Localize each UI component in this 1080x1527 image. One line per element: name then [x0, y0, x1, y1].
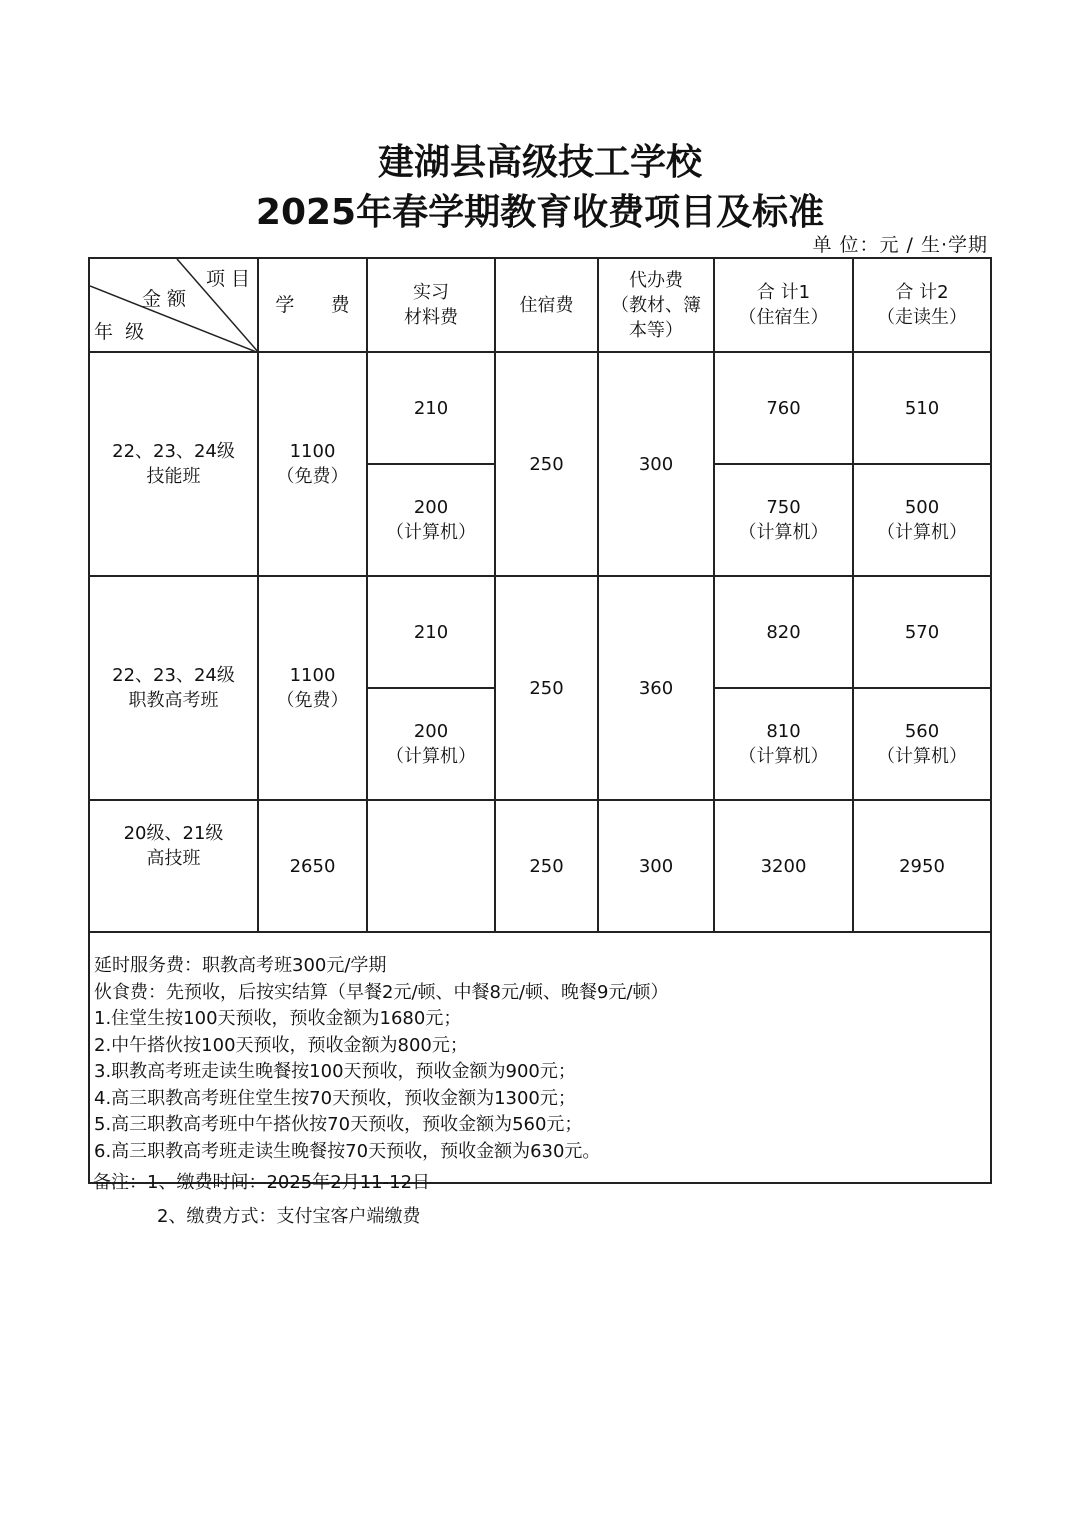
- document-title: 2025年春学期教育收费项目及标准: [255, 192, 825, 233]
- tuition-cell: 1100 （免费）: [258, 352, 367, 576]
- total2-cell: 500 （计算机）: [853, 464, 991, 576]
- unit-label: 单 位：元 / 生·学期: [812, 234, 988, 256]
- total1-cell: 820: [714, 576, 853, 688]
- corner-header: [89, 258, 258, 352]
- header-total1: 合 计1 （住宿生）: [714, 258, 853, 352]
- dorm-cell: 250: [495, 576, 598, 800]
- note-line: 2.中午搭伙按100天预收，预收金额为800元；: [94, 1034, 468, 1056]
- tuition-cell: 2650: [258, 800, 367, 932]
- header-agent: 代办费 （教材、簿 本等）: [598, 258, 714, 352]
- total2-cell: 570: [853, 576, 991, 688]
- school-title: 建湖县高级技工学校: [377, 142, 702, 183]
- corner-grade-label: 年 级: [94, 321, 145, 343]
- material-cell: 210: [367, 576, 495, 688]
- table-row: [89, 352, 991, 464]
- header-material: 实习 材料费: [367, 258, 495, 352]
- material-cell: 210: [367, 352, 495, 464]
- total1-cell: 810 （计算机）: [714, 688, 853, 800]
- fee-table: [88, 257, 992, 1184]
- agent-cell: 360: [598, 576, 714, 800]
- note-line: 4.高三职教高考班住堂生按70天预收，预收金额为1300元；: [94, 1087, 576, 1109]
- table-row: [89, 576, 991, 688]
- total1-cell: 750 （计算机）: [714, 464, 853, 576]
- material-cell: 200 （计算机）: [367, 464, 495, 576]
- note-line: 5.高三职教高考班中午搭伙按70天预收，预收金额为560元；: [94, 1114, 583, 1135]
- corner-item-label: 项 目: [206, 268, 251, 290]
- remark-line: 2、缴费方式：支付宝客户端缴费: [157, 1206, 421, 1227]
- dorm-cell: 250: [495, 352, 598, 576]
- header-dorm: 住宿费: [495, 258, 598, 352]
- dorm-cell: 250: [495, 800, 598, 932]
- note-line: 延时服务费：职教高考班300元/学期: [94, 955, 387, 976]
- grade-cell: 22、23、24级 技能班: [89, 352, 258, 576]
- header-total2: 合 计2 （走读生）: [853, 258, 991, 352]
- header-row: [89, 258, 991, 352]
- agent-cell: 300: [598, 800, 714, 932]
- note-line: 3.职教高考班走读生晚餐按100天预收，预收金额为900元；: [94, 1061, 576, 1082]
- note-line: 6.高三职教高考班走读生晚餐按70天预收，预收金额为630元。: [94, 1140, 601, 1162]
- notes-row: [89, 932, 991, 1183]
- remarks: [93, 1166, 430, 1234]
- total2-cell: 510: [853, 352, 991, 464]
- table-row: [89, 800, 991, 932]
- total1-cell: 760: [714, 352, 853, 464]
- note-line: 伙食费：先预收，后按实结算（早餐2元/顿、中餐8元/顿、晚餐9元/顿）: [94, 981, 669, 1003]
- note-line: 1.住堂生按100天预收，预收金额为1680元；: [94, 1008, 462, 1029]
- grade-cell: 22、23、24级 职教高考班: [89, 576, 258, 800]
- material-cell: 200 （计算机）: [367, 688, 495, 800]
- grade-cell: 20级、21级 高技班: [89, 800, 258, 932]
- notes-cell: [89, 932, 991, 1183]
- total2-cell: 560 （计算机）: [853, 688, 991, 800]
- remark-line: 备注：1、缴费时间：2025年2月11-12日: [93, 1172, 431, 1193]
- corner-amount-label: 金 额: [142, 288, 187, 310]
- tuition-cell: 1100 （免费）: [258, 576, 367, 800]
- material-cell: [367, 800, 495, 932]
- total1-cell: 3200: [714, 800, 853, 932]
- agent-cell: 300: [598, 352, 714, 576]
- header-tuition: 学 费: [258, 258, 367, 352]
- total2-cell: 2950: [853, 800, 991, 932]
